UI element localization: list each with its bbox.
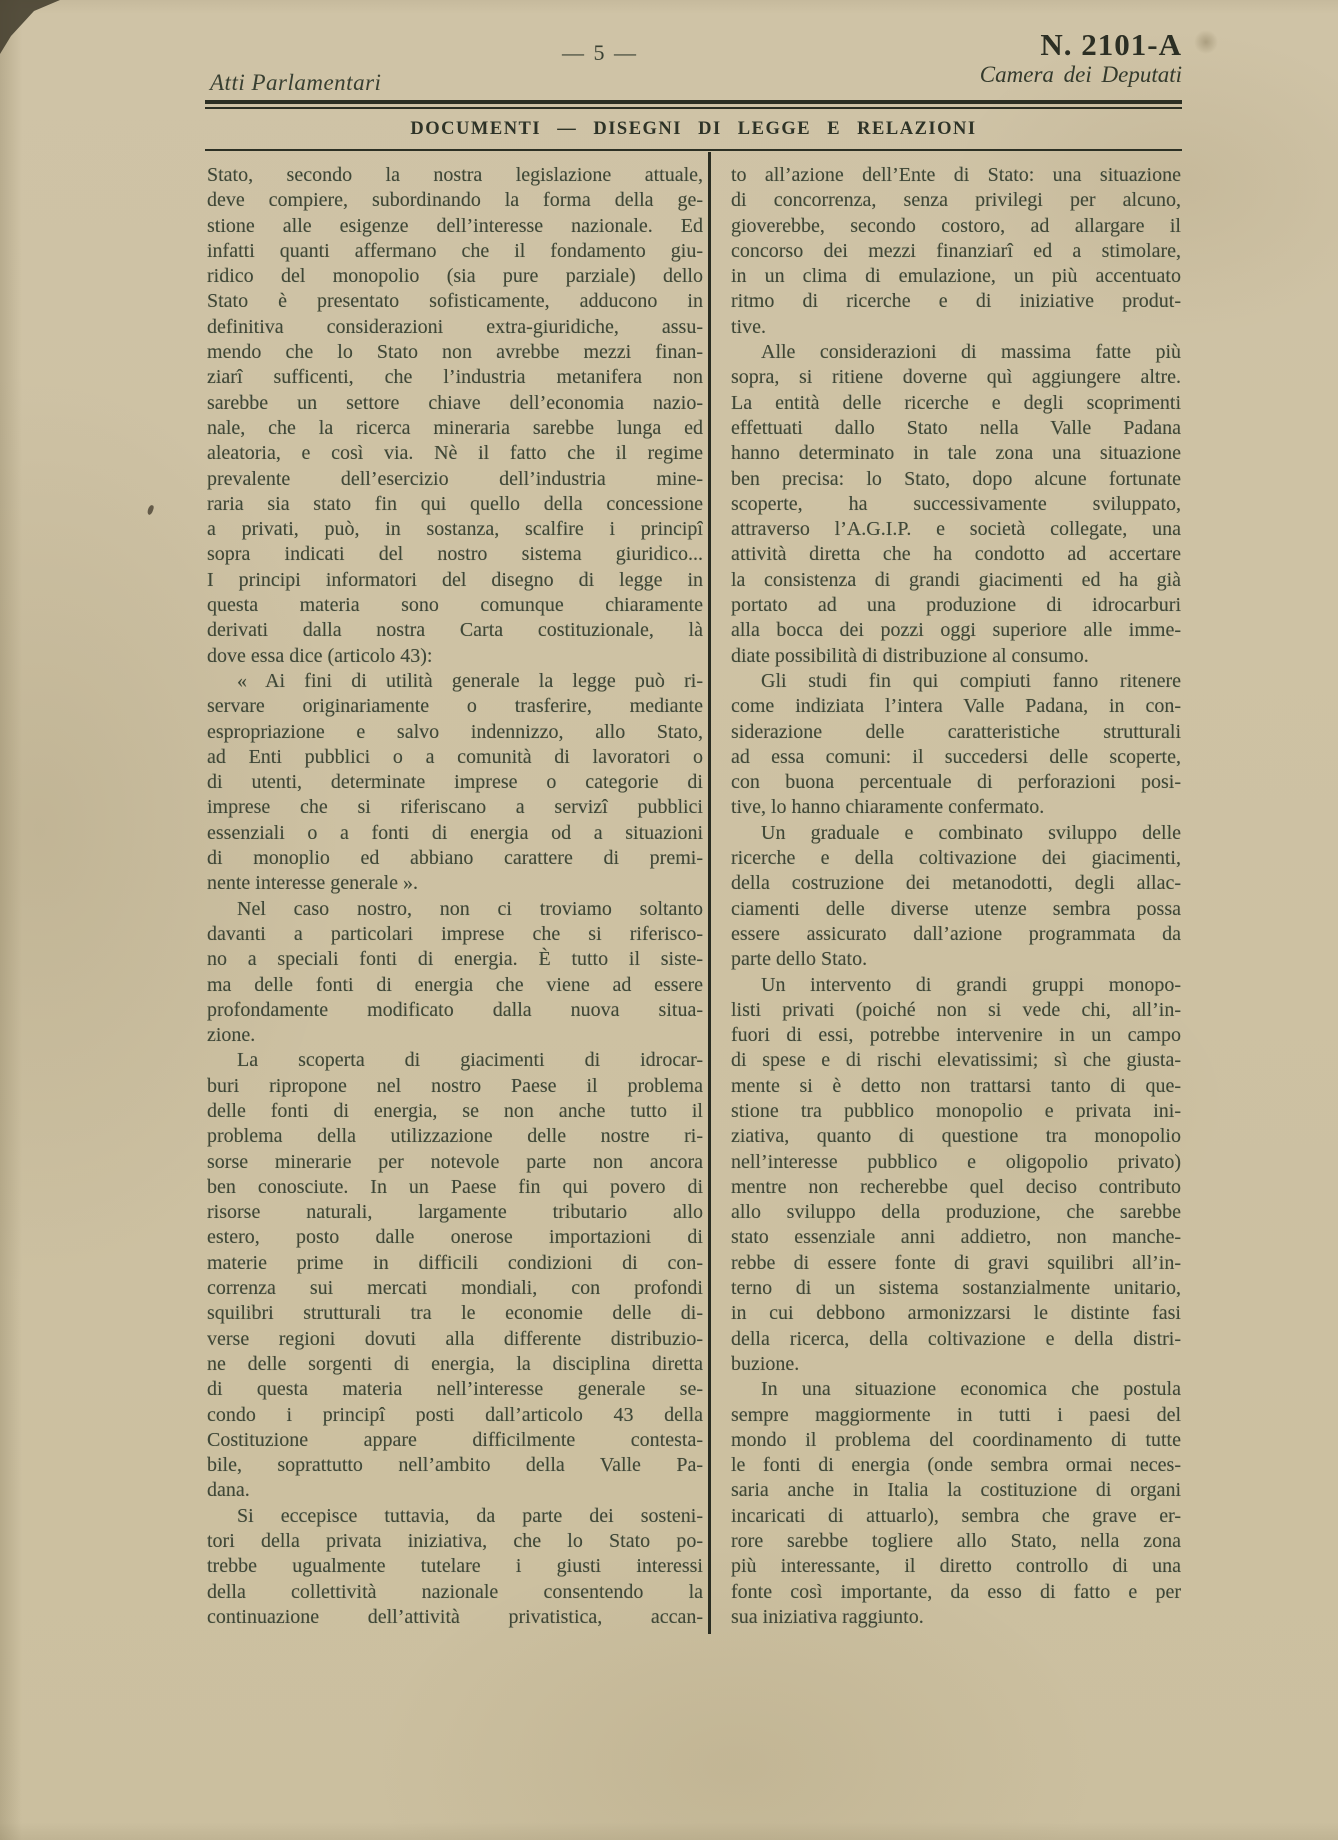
text-line: come indiziata l’intera Valle Padana, in con- [731, 695, 1181, 718]
text-line: bile, soprattutto nell’ambito della Valle Pa- [207, 1454, 703, 1477]
text-line: buzione. [731, 1352, 800, 1375]
header-double-rule [205, 100, 1182, 109]
text-line: Si eccepisce tuttavia, da parte dei sosteni- [237, 1504, 703, 1527]
text-line: aleatoria, e così via. Nè il fatto che il regime [207, 442, 703, 465]
text-line: tori della privata iniziativa, che lo Stato po- [207, 1530, 703, 1553]
text-line: sempre maggiormente in tutti i paesi del [731, 1403, 1181, 1426]
text-line: più interessante, il diretto controllo di una [731, 1555, 1181, 1578]
text-line: concorso dei mezzi finanziarî ed a stimolare, [731, 239, 1181, 262]
text-line: essenziali o a fonti di energia od a situazioni [207, 821, 703, 844]
text-line: risorse naturali, largamente tributario allo [207, 1201, 703, 1224]
text-line: delle fonti di energia, se non anche tutto il [207, 1099, 703, 1122]
text-line: nell’interesse pubblico e oligopolio privato) [731, 1150, 1181, 1173]
text-line: ridico del monopolio (sia pure parziale) dello [207, 265, 703, 288]
paragraph [207, 163, 703, 669]
text-line: questa materia sono comunque chiaramente [207, 594, 703, 617]
paragraph [731, 340, 1181, 669]
text-line: buri ripropone nel nostro Paese il problema [207, 1074, 703, 1097]
text-line: sarebbe un settore chiave dell’economia nazio- [207, 391, 703, 414]
text-line: La scoperta di giacimenti di idrocar- [237, 1049, 703, 1072]
text-line: Alle considerazioni di massima fatte più [761, 341, 1181, 364]
text-line: di questa materia nell’interesse generale se- [207, 1378, 703, 1401]
journal-title: Atti Parlamentari [210, 70, 382, 95]
text-line: terno di un sistema sostanzialmente unitario, [731, 1277, 1181, 1300]
text-line: Costituzione appare difficilmente contesta- [207, 1428, 703, 1451]
text-line: no a speciali fonti di energia. È tutto il siste- [207, 948, 703, 971]
text-line: in cui debbono armonizzarsi le distinte fasi [731, 1302, 1181, 1325]
text-line: scoperte, ha successivamente sviluppato, [731, 492, 1181, 515]
text-line: della ricerca, della coltivazione e della distri- [731, 1327, 1181, 1350]
text-line: correnza sui mercati mondiali, con profondi [207, 1277, 703, 1300]
text-line: sorse minerarie per notevole parte non ancora [207, 1150, 703, 1173]
text-line: con buona percentuale di perforazioni posi- [731, 771, 1181, 794]
text-line: essere assicurato dall’azione programmata da [731, 922, 1181, 945]
text-line: attività diretta che ha condotto ad accertare [731, 543, 1181, 566]
column-divider [708, 152, 711, 1634]
text-line: sopra indicati del nostro sistema giuridico... [207, 543, 703, 566]
text-line: Stato è presentato sofisticamente, adducono in [207, 290, 703, 313]
text-line: listi privati (poiché non si vede chi, all’in- [731, 998, 1181, 1021]
text-line: condo i principî posti dall’articolo 43 della [207, 1403, 703, 1426]
text-line: ma delle fonti di energia che viene ad essere [207, 973, 703, 996]
chamber-title: Camera dei Deputati [979, 62, 1182, 87]
text-line: della costruzione dei metanodotti, degli allac- [731, 872, 1181, 895]
text-line: derivati dalla nostra Carta costituzionale, là [207, 619, 703, 642]
text-line: trebbe ugualmente tutelare i giusti interessi [207, 1555, 703, 1578]
text-line: ciamenti delle diverse utenze sembra possa [731, 897, 1181, 920]
corner-stain [0, 0, 64, 58]
text-line: to all’azione dell’Ente di Stato: una situazione [731, 164, 1181, 186]
text-line: problema della utilizzazione delle nostre ri- [207, 1125, 703, 1148]
text-line: ritmo di ricerche e di iniziative produt- [731, 290, 1181, 313]
paragraph [731, 669, 1181, 821]
paragraph [207, 897, 703, 1049]
text-line: servare originariamente o trasferire, mediante [207, 695, 703, 718]
text-line: stione tra pubblico monopolio e privata ini- [731, 1099, 1181, 1122]
paragraph [731, 1377, 1181, 1630]
text-line: mente si è detto non trattarsi tanto di que- [731, 1074, 1181, 1097]
text-line: raria sia stato fin qui quello della concessione [207, 492, 703, 515]
text-line: dana. [207, 1479, 250, 1502]
text-line: zione. [207, 1024, 256, 1047]
paragraph [207, 669, 703, 897]
text-line: tive, lo hanno chiaramente confermato. [731, 796, 1045, 819]
text-line: ad Enti pubblici o a comunità di lavoratori o [207, 745, 703, 768]
text-line: definitiva considerazioni extra-giuridiche, assu- [207, 315, 703, 338]
text-line: Un graduale e combinato sviluppo delle [761, 821, 1181, 844]
text-line: nale, che la ricerca mineraria sarebbe lunga ed [207, 416, 703, 439]
text-line: sopra, si ritiene doverne quì aggiungere altre. [731, 366, 1181, 389]
text-line: ricerche e della coltivazione dei giacimenti, [731, 847, 1181, 870]
text-line: effettuati dallo Stato nella Valle Padana [731, 416, 1181, 439]
text-line: I principi informatori del disegno di legge in [207, 568, 703, 591]
text-line: di concorrenza, senza privilegi per alcuno, [731, 189, 1181, 212]
paragraph [731, 821, 1181, 973]
text-line: mentre non recherebbe quel deciso contributo [731, 1175, 1181, 1198]
text-line: materie prime in difficili condizioni di con- [207, 1251, 703, 1274]
text-line: ziarî sufficenti, che l’industria metanifera non [207, 366, 703, 389]
text-line: la consistenza di grandi giacimenti ed ha già [731, 568, 1181, 591]
text-line: ben precisa: lo Stato, dopo alcune fortunate [731, 467, 1181, 490]
text-line: di monoplio ed abbiano carattere di premi- [207, 847, 703, 870]
text-line: sua iniziativa raggiunto. [731, 1605, 924, 1628]
paragraph [207, 1048, 703, 1503]
left-column [207, 163, 703, 1630]
text-line: fonte così importante, da esso di fatto e per [731, 1580, 1181, 1603]
text-line: ad essa comuni: il succedersi delle scoperte, [731, 745, 1181, 768]
text-line: di spese e di rischi elevatissimi; sì che giusta- [731, 1049, 1181, 1072]
text-line: infatti quanti affermano che il fondamento giu- [207, 239, 703, 262]
text-line: siderazione delle caratteristiche strutturali [731, 720, 1181, 743]
text-line: ben conosciute. In un Paese fin qui povero di [207, 1175, 703, 1198]
header-right [980, 28, 1182, 88]
text-line: in un clima di emulazione, un più accentuato [731, 265, 1181, 288]
text-line: stione alle esigenze dell’interesse nazionale. Ed [207, 214, 703, 237]
text-line: In una situazione economica che postula [761, 1378, 1181, 1401]
text-line: hanno determinato in tale zona una situazione [731, 442, 1181, 465]
text-line: diate possibilità di distribuzione al consumo. [731, 644, 1089, 667]
text-line: « Ai fini di utilità generale la legge può ri- [237, 669, 703, 692]
text-line: mondo il problema del coordinamento di tutte [731, 1428, 1181, 1451]
text-line: Nel caso nostro, non ci troviamo soltanto [237, 897, 703, 920]
text-line: a privati, può, in sostanza, scalfire i principî [207, 518, 703, 541]
text-line: tive. [731, 315, 766, 338]
right-column [731, 163, 1181, 1630]
text-line: dove essa dice (articolo 43): [207, 644, 433, 667]
text-line: Gli studi fin qui compiuti fanno ritenere [761, 669, 1181, 692]
text-line: della collettività nazionale consentendo la [207, 1580, 703, 1603]
text-line: profondamente modificato dalla nuova situa- [207, 998, 703, 1021]
text-line: La entità delle ricerche e degli scoprimenti [731, 391, 1181, 414]
paragraph [731, 163, 1181, 340]
text-line: allo sviluppo della produzione, che sarebbe [731, 1201, 1181, 1224]
paragraph [731, 973, 1181, 1378]
text-line: le fonti di energia (onde sembra ormai neces- [731, 1454, 1181, 1477]
text-line: continuazione dell’attività privatistica, accan- [207, 1605, 703, 1628]
text-line: saria anche in Italia la costituzione di organi [731, 1479, 1181, 1502]
text-line: alla bocca dei pozzi oggi superiore alle imme- [731, 619, 1181, 642]
text-line: rebbe di essere fonte di gravi squilibri all’in- [731, 1251, 1181, 1274]
text-line: gioverebbe, secondo costoro, ad allargare il [731, 214, 1181, 237]
text-line: incaricati di attuarlo), sembra che grave er- [731, 1504, 1181, 1527]
text-line: nente interesse generale ». [207, 872, 419, 895]
text-line: di utenti, determinate imprese o categorie di [207, 771, 703, 794]
text-line: Un intervento di grandi gruppi monopo- [761, 973, 1181, 996]
text-line: portato ad una produzione di idrocarburi [731, 594, 1181, 617]
page-number: — 5 — [562, 40, 638, 65]
text-line: imprese che si riferiscano a servizî pubblici [207, 796, 703, 819]
text-line: parte dello Stato. [731, 948, 868, 971]
text-line: stato essenziale anni addietro, non manche- [731, 1226, 1181, 1249]
banner-rule [205, 149, 1182, 151]
text-line: ne delle sorgenti di energia, la disciplina diretta [207, 1352, 703, 1375]
paragraph [207, 1504, 703, 1630]
text-line: davanti a particolari imprese che si riferisco- [207, 922, 703, 945]
text-line: fuori di essi, potrebbe intervenire in un campo [731, 1024, 1181, 1047]
text-line: attraverso l’A.G.I.P. e società collegate, una [731, 518, 1181, 541]
banner-title: DOCUMENTI — DISEGNI DI LEGGE E RELAZIONI [410, 119, 977, 139]
text-line: deve compiere, subordinando la forma della ge- [207, 189, 703, 212]
text-line: verse regioni dovuti alla differente distribuzio- [207, 1327, 703, 1350]
document-number: N. 2101-A [1040, 27, 1182, 62]
text-line: rore sarebbe togliere allo Stato, nella zona [731, 1530, 1181, 1553]
text-line: squilibri strutturali tra le economie delle di- [207, 1302, 703, 1325]
text-line: espropriazione e salvo indennizzo, allo Stato, [207, 720, 703, 743]
text-line: estero, posto dalle onerose importazioni di [207, 1226, 703, 1249]
text-line: prevalente dell’esercizio dell’industria mine- [207, 467, 703, 490]
text-line: ziativa, quanto di questione tra monopolio [731, 1125, 1181, 1148]
text-line: mendo che lo Stato non avrebbe mezzi finan- [207, 341, 703, 364]
ink-speck [147, 504, 155, 515]
text-line: Stato, secondo la nostra legislazione attuale, [207, 164, 703, 186]
